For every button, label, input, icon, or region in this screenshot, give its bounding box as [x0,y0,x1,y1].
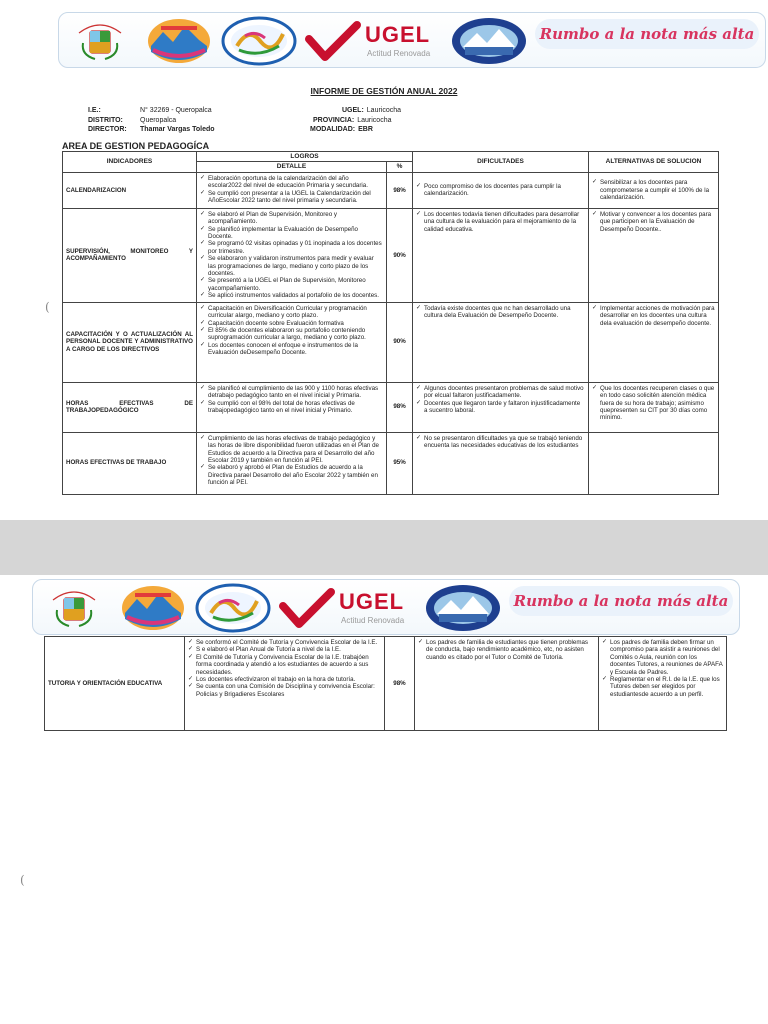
list-item: ✓ Los docentes efectivizaron el trabajo en la hora de tutoría. [188,676,381,683]
solution-cell [589,382,719,432]
header-detalle: DETALLE [197,162,387,172]
difficulty-cell [415,637,599,731]
header-logros: LOGROS [197,152,413,162]
percent-cell: 90% [387,208,413,302]
solution-cell [589,302,719,382]
indicator-cell: CALENDARIZACION [63,172,197,208]
list-item: ✓ El Comité de Tutoría y Convivencia Escolar de la I.E. trabajóen forma coordinada y atendió a los estudiantes de acuerdo a sus necesidades. [188,654,381,676]
school-logo-icon [121,585,185,631]
detail-cell [197,302,387,382]
list-item: ✓ Todavía existe docentes que nc han desarrollado una cultura dela Evaluación de Desempeño Docente. [416,305,585,320]
ugel-info [310,106,401,135]
header-banner [58,12,766,68]
indicator-cell: TUTORIA Y ORIENTACIÓN EDUCATIVA [45,637,185,731]
table-row [63,302,719,382]
list-item: ✓ Se presentó a la UGEL el Plan de Supervisión, Monitoreo yacompañamiento. [200,277,383,292]
indicator-cell: HORAS EFECTIVAS DE TRABAJO [63,432,197,494]
list-item: ✓ Se cumplió con el 98% del total de horas efectivas de trabajopedagógico tanto en el nivel inicial y Primario. [200,400,383,415]
detail-cell [197,172,387,208]
table-row [45,637,727,731]
difficulty-cell [413,382,589,432]
list-item: ✓ Se elaboró el Plan de Supervisión, Monitoreo y acompañamiento. [200,211,383,226]
list-item: ✓ Se planificó implementar la Evaluación de Desempeño Docente. [200,226,383,241]
checkmark-heart-icon [279,586,335,630]
list-item: ✓ Los padres de familia de estudiantes que tienen problemas de conducta, bajo rendimiento académico, etc, no asisten cuando es citado por el Tutor o Comité de Tutoría. [418,639,595,661]
checkmark-heart-icon [305,19,361,63]
difficulty-cell [413,208,589,302]
ugel-logo [305,19,445,63]
detail-cell [197,382,387,432]
list-item: ✓ Se cuenta con una Comisión de Disciplina y convivencia Escolar: Policías y Brigadieres Escolares [188,683,381,698]
peru-coat-of-arms-icon [73,19,127,63]
scan-mark: ( [45,300,50,314]
list-item: ✓ Se conformó el Comité de Tutoría y Convivencia Escolar de la I.E. [188,639,381,646]
list-item: ✓ Docentes que llegaron tarde y faltaron injustificadamente a sucentro laboral. [416,400,585,415]
slogan: Rumbo a la nota más alta [535,19,759,49]
regional-directorate-logo-icon [221,16,297,66]
list-item: ✓ Se aplicó instrumentos validados al portafolio de los docentes. [200,292,383,299]
peru-coat-of-arms-icon [47,586,101,630]
provincia-label: PROVINCIA: [313,116,355,124]
solution-cell [589,208,719,302]
list-item: ✓ Algunos docentes presentaron problemas de salud motivo por elcual faltaron justificadamente. [416,385,585,400]
percent-cell: 98% [385,637,415,731]
report-title: INFORME DE GESTIÓN ANUAL 2022 [310,86,458,96]
header-dificultades: DIFICULTADES [413,152,589,173]
list-item: ✓ Se cumplió con presentar a la UGEL la Calendarización del AñoEscolar 2022 tanto del nivel primaria y secundaria. [200,190,383,205]
list-item: ✓ El 85% de docentes elaboraron su portafolio conteniendo suprogramación curricular a largo, mediano y corto plazo. [200,327,383,342]
percent-cell: 98% [387,382,413,432]
percent-cell: 98% [387,172,413,208]
modalidad-label: MODALIDAD: [310,126,356,133]
ie-value: N° 32269 - Queropalca [140,107,212,114]
ugel-name: UGEL [365,22,431,47]
ugel-logo [279,586,419,630]
ugel-value: Lauricocha [366,107,402,114]
indicator-cell: SUPERVISIÓN, MONITOREO Y ACOMPAÑAMIENTO [63,208,197,302]
list-item: ✓ Se elaboraron y validaron instrumentos para medir y evaluar las programaciones de largo, mediano y corto plazo de los docentes. [200,255,383,277]
list-item: ✓ Sensibilizar a los docentes para comprometerse a cumplir el 100% de la calendarización. [592,179,715,201]
school-info [88,106,215,135]
list-item: ✓ Capacitación en Diversificación Curricular y programación curricular alargo, mediano y corto plazo. [200,305,383,320]
list-item: ✓ No se presentaron dificultades ya que se trabajó teniendo encuenta las necesidades educativas de los estudiantes [416,435,585,450]
percent-cell: 90% [387,302,413,382]
director-label: DIRECTOR: [88,126,127,133]
list-item: ✓ Los docentes todavía tienen dificultades para desarrollar una cultura de la evaluación para el mejoramiento de la calidad educativa. [416,211,585,233]
list-item: ✓ Los padres de familia deben firmar un compromiso para asistir a reuniones del Comités o Aula, reunión con los docentes Tutores, a reuniones de APAFA y Escuela de Padres. [602,639,723,676]
slogan: Rumbo a la nota más alta [509,586,733,616]
list-item: ✓ Cumplimiento de las horas efectivas de trabajo pedagógico y las horas de libre disponibilidad fueron utilizadas en el Plan de Estudios de acuerdo a la Directiva para el Desarrollo del año Escolar 2019 y también en función al PEI. [200,435,383,465]
percent-cell: 95% [387,432,413,494]
solution-cell [589,172,719,208]
header-banner [32,579,740,635]
indicator-cell: HORAS EFECTIVAS DE TRABAJOPEDAGÓGICO [63,382,197,432]
ugel-name: UGEL [339,589,405,614]
institution-photo-logo-icon [451,17,527,65]
header-pct: % [387,162,413,172]
list-item: ✓ Poco compromiso de los docentes para cumplir la calendarización. [416,183,585,198]
distrito-value: Queropalca [140,116,177,124]
ie-label: I.E.: [88,107,101,114]
difficulty-cell [413,432,589,494]
header-alternativas: ALTERNATIVAS DE SOLUCION [589,152,719,173]
modalidad-value: EBR [358,126,373,133]
area-heading: AREA DE GESTION PEDAGOGÍCA [62,141,210,151]
list-item: ✓ Capacitación docente sobre Evaluación formativa [200,320,383,327]
distrito-label: DISTRITO: [88,116,123,124]
list-item: ✓ Los docentes conocen el enfoque e instrumentos de la Evaluación deDesempeño Docente. [200,342,383,357]
list-item: ✓ Que los docentes recuperen clases o que en todo caso solicitén atención médica fuera de su hora de trabajo; asimismo quepresenten su CIT por 30 días como mínimo. [592,385,715,422]
list-item: ✓ S e elaboró el Plan Anual de Tutoría a nivel de la I.E. [188,646,381,653]
indicator-cell: CAPACITACIÓN Y O ACTUALIZACIÓN AL PERSONAL DOCENTE Y ADMINISTRATIVO A CARGO DE LOS DIRECTIVOS [63,302,197,382]
list-item: ✓ Elaboración oportuna de la calendarización del año escolar2022 del nivel de educación Primaria y secundaria. [200,175,383,190]
difficulty-cell [413,172,589,208]
detail-cell [197,432,387,494]
table-row [63,208,719,302]
list-item: ✓ Se planificó el cumplimiento de las 900 y 1100 horas efectivas detrabajo pedagógico tanto en el nivel inicial y Primaria. [200,385,383,400]
ugel-subtitle: Actitud Renovada [367,49,431,58]
ugel-label: UGEL: [342,107,364,114]
ugel-subtitle: Actitud Renovada [341,616,405,625]
list-item: ✓ Motivar y convencer a los docentes para que participen en la Evaluación de Desempeño Docente.. [592,211,715,233]
provincia-value: Lauricocha [357,116,392,124]
solution-cell [589,432,719,494]
scan-mark: ( [20,873,25,887]
table-row [63,432,719,494]
institution-photo-logo-icon [425,584,501,632]
difficulty-cell [413,302,589,382]
school-logo-icon [147,18,211,64]
list-item: ✓ Se programó 02 visitas opinadas y 01 inopinada a los docentes por trimestre. [200,240,383,255]
list-item: ✓ Implementar acciones de motivación para desarrollar en los docentes una cultura dela evaluación de desempeño docente. [592,305,715,327]
table-row [63,382,719,432]
table-row [63,172,719,208]
list-item: ✓ Se elaboró y aprobó el Plan de Estudios de acuerdo a la Directiva parael Desarrollo del año Escolar 2022 y también en función al PEI. [200,464,383,486]
tutoring-table [44,636,727,731]
director-value: Thamar Vargas Toledo [140,126,215,133]
header-indicadores: INDICADORES [63,152,197,173]
regional-directorate-logo-icon [195,583,271,633]
detail-cell [185,637,385,731]
list-item: ✓ Reglamentar en el R.I. de la I.E. que los Tutores deben ser elegidos por estudiantesde acuerdo a un perfil. [602,676,723,698]
management-table [62,151,719,495]
solution-cell [599,637,727,731]
detail-cell [197,208,387,302]
